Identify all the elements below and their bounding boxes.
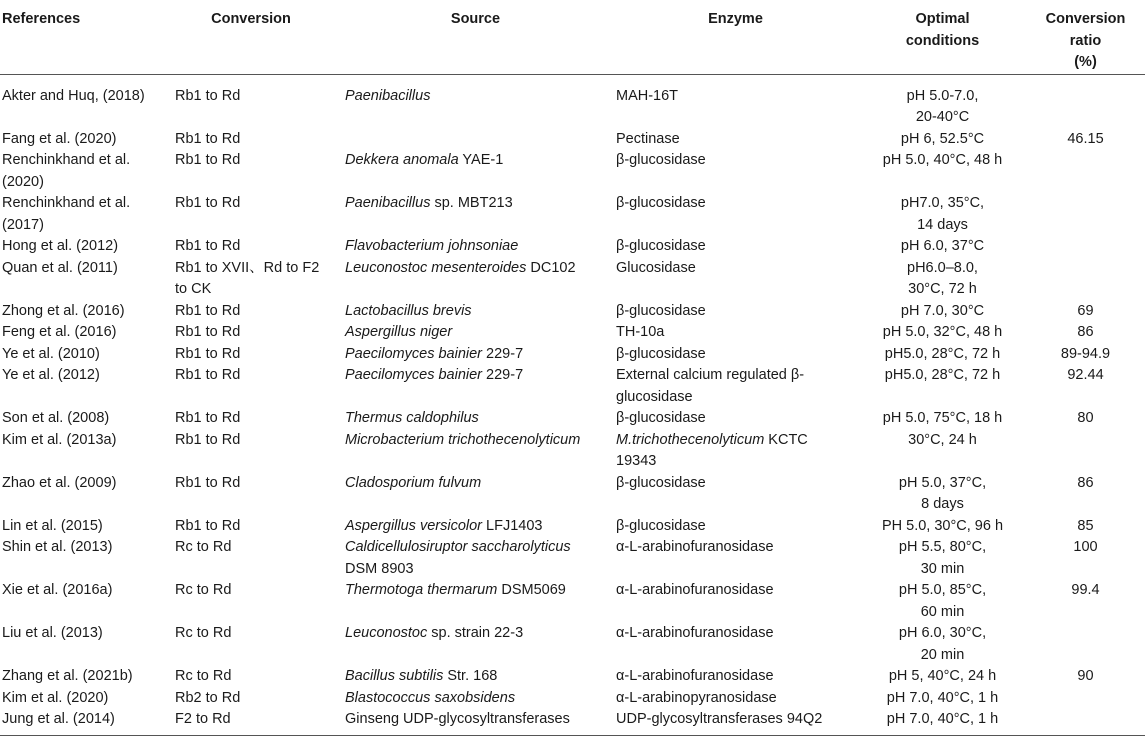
table-row (0, 301, 1145, 323)
cell-optimal-conditions: pH 5.0, 40°C, 48 h (882, 152, 1003, 168)
cell-conversion-ratio (1026, 709, 1145, 735)
cell-source: Paenibacillus sp. MBT213 (345, 195, 513, 211)
cell-conversion-ratio: 46.15 (1067, 130, 1104, 147)
cell-source: Aspergillus versicolor LFJ1403 (345, 517, 543, 534)
cell-optimal-conditions: 30°C, 24 h (908, 431, 977, 448)
cell-source: Aspergillus niger (345, 324, 453, 340)
table-row (0, 258, 1145, 301)
cell-optimal-conditions: pH6.0–8.0, 30°C, 72 h (907, 259, 978, 297)
cell-reference: Renchinkhand et al. (2020) (2, 152, 131, 190)
cell-conversion: Rb2 to Rd (175, 689, 241, 706)
cell-optimal-conditions: pH 6.0, 30°C, 20 min (898, 625, 987, 663)
cell-enzyme: β-glucosidase (616, 302, 706, 319)
cell-source (339, 129, 612, 151)
cell-enzyme: β-glucosidase (616, 238, 706, 254)
cell-enzyme: β-glucosidase (616, 410, 706, 426)
cell-conversion: Rb1 to Rd (175, 130, 241, 147)
table-row (0, 365, 1145, 408)
cell-conversion: Rb1 to Rd (175, 431, 241, 448)
table-row (0, 580, 1145, 623)
cell-optimal-conditions: pH5.0, 28°C, 72 h (884, 345, 1001, 362)
cell-conversion: Rc to Rd (175, 625, 232, 641)
cell-source: Dekkera anomala YAE-1 (345, 152, 504, 168)
cell-conversion: Rb1 to Rd (175, 87, 241, 104)
cell-enzyme: TH-10a (616, 324, 665, 340)
cell-reference: Xie et al. (2016a) (2, 582, 113, 598)
cell-reference: Zhao et al. (2009) (2, 474, 117, 491)
cell-conversion: Rb1 to Rd (175, 195, 241, 211)
cell-source: Lactobacillus brevis (345, 302, 472, 319)
header-references: References (0, 0, 163, 74)
cell-enzyme: External calcium regulated β- glucosidase (616, 367, 805, 405)
cell-conversion-ratio (1026, 150, 1145, 193)
cell-optimal-conditions: pH 6.0, 37°C (900, 238, 985, 254)
cell-conversion: Rb1 to Rd (175, 410, 241, 426)
cell-source: Thermotoga thermarum DSM5069 (345, 582, 566, 598)
cell-conversion: Rb1 to Rd (175, 152, 241, 168)
cell-reference: Kim et al. (2013a) (2, 431, 117, 448)
cell-reference: Akter and Huq, (2018) (2, 87, 145, 104)
cell-conversion: Rb1 to Rd (175, 517, 241, 534)
cell-conversion: Rb1 to XVII、Rd to F2 to CK (175, 259, 320, 297)
cell-conversion-ratio: 86 (1077, 324, 1094, 340)
cell-source: Flavobacterium johnsoniae (345, 238, 519, 254)
cell-enzyme: MAH-16T (616, 87, 679, 104)
cell-optimal-conditions: pH 5.0, 75°C, 18 h (882, 410, 1003, 426)
cell-conversion: Rc to Rd (175, 539, 232, 555)
table-header (0, 0, 1145, 74)
cell-conversion-ratio (1026, 430, 1145, 473)
table-row (0, 193, 1145, 236)
table-row (0, 709, 1145, 735)
cell-reference: Jung et al. (2014) (0, 709, 163, 735)
cell-enzyme: β-glucosidase (616, 195, 706, 211)
table-row (0, 473, 1145, 516)
cell-conversion: Rb1 to Rd (175, 238, 241, 254)
cell-reference: Kim et al. (2020) (2, 689, 109, 706)
cell-source: Paecilomyces bainier 229-7 (345, 367, 524, 383)
cell-conversion: Rb1 to Rd (175, 302, 241, 319)
cell-enzyme: α-L-arabinofuranosidase (616, 582, 774, 598)
cell-enzyme: α-L-arabinofuranosidase (616, 668, 774, 684)
cell-source: Paenibacillus (345, 87, 431, 104)
cell-conversion: Rb1 to Rd (175, 474, 241, 491)
cell-source: Ginseng UDP-glycosyltransferases (339, 709, 612, 735)
cell-reference: Hong et al. (2012) (2, 238, 119, 254)
header-source: Source (339, 0, 612, 74)
cell-reference: Fang et al. (2020) (2, 130, 117, 147)
cell-optimal-conditions: PH 5.0, 30°C, 96 h (881, 517, 1004, 534)
cell-source: Leuconostoc sp. strain 22-3 (345, 625, 524, 641)
cell-source: Microbacterium trichothecenolyticum (345, 431, 581, 448)
table-row (0, 74, 1145, 129)
cell-conversion: Rc to Rd (175, 668, 232, 684)
cell-conversion-ratio (1026, 74, 1145, 129)
cell-enzyme: Glucosidase (616, 259, 696, 276)
cell-reference: Zhang et al. (2021b) (2, 668, 133, 684)
cell-conversion-ratio: 69 (1077, 302, 1094, 319)
cell-enzyme: α-L-arabinopyranosidase (616, 689, 777, 706)
table-row (0, 322, 1145, 344)
cell-conversion-ratio: 89-94.9 (1060, 345, 1111, 362)
cell-conversion-ratio: 90 (1077, 668, 1094, 684)
cell-conversion-ratio (1026, 258, 1145, 301)
cell-conversion: F2 to Rd (163, 709, 339, 735)
cell-reference: Ye et al. (2012) (2, 367, 100, 383)
header-conversion-ratio: Conversion ratio (%) (1026, 0, 1145, 74)
cell-reference: Lin et al. (2015) (2, 517, 103, 534)
cell-enzyme: Pectinase (616, 130, 680, 147)
cell-optimal-conditions: pH5.0, 28°C, 72 h (884, 367, 1001, 383)
table-row (0, 537, 1145, 580)
cell-optimal-conditions: pH 5.5, 80°C, 30 min (898, 539, 987, 577)
cell-enzyme: β-glucosidase (616, 152, 706, 168)
table-body (0, 74, 1145, 735)
cell-conversion-ratio: 86 (1077, 474, 1094, 491)
cell-enzyme: α-L-arabinofuranosidase (616, 625, 774, 641)
header-optimal-conditions: Optimal conditions (859, 0, 1026, 74)
cell-conversion-ratio (1026, 623, 1145, 666)
cell-conversion-ratio: 85 (1077, 517, 1094, 534)
cell-reference: Zhong et al. (2016) (2, 302, 125, 319)
cell-optimal-conditions: pH 5.0, 37°C, 8 days (898, 474, 987, 512)
cell-enzyme: β-glucosidase (616, 517, 706, 534)
cell-enzyme: UDP-glycosyltransferases 94Q2 (612, 709, 859, 735)
cell-optimal-conditions: pH 5, 40°C, 24 h (888, 668, 997, 684)
cell-reference: Quan et al. (2011) (2, 259, 118, 276)
cell-reference: Ye et al. (2010) (2, 345, 100, 362)
cell-source: Caldicellulosiruptor saccharolyticus DSM 8903 (345, 539, 571, 577)
cell-reference: Liu et al. (2013) (2, 625, 103, 641)
cell-enzyme: M.trichothecenolyticum KCTC 19343 (616, 431, 808, 469)
cell-conversion-ratio: 99.4 (1071, 582, 1100, 598)
table-row (0, 408, 1145, 430)
cell-source: Thermus caldophilus (345, 410, 479, 426)
table-row (0, 236, 1145, 258)
table-row (0, 344, 1145, 366)
cell-conversion-ratio: 80 (1077, 410, 1094, 426)
table-row (0, 623, 1145, 666)
cell-optimal-conditions: pH 7.0, 40°C, 1 h (859, 709, 1026, 735)
table-row (0, 150, 1145, 193)
cell-optimal-conditions: pH 5.0, 32°C, 48 h (882, 324, 1003, 340)
cell-enzyme: β-glucosidase (616, 474, 706, 491)
cell-conversion-ratio (1026, 236, 1145, 258)
cell-conversion-ratio: 100 (1073, 539, 1098, 555)
cell-source: Cladosporium fulvum (345, 474, 482, 491)
cell-optimal-conditions: pH 5.0, 85°C, 60 min (898, 582, 987, 620)
cell-reference: Renchinkhand et al. (2017) (2, 195, 131, 233)
cell-reference: Feng et al. (2016) (2, 324, 117, 340)
cell-conversion-ratio (1026, 193, 1145, 236)
cell-optimal-conditions: pH 7.0, 40°C, 1 h (886, 689, 999, 706)
cell-conversion: Rb1 to Rd (175, 324, 241, 340)
cell-source: Leuconostoc mesenteroides DC102 (345, 259, 576, 276)
header-enzyme: Enzyme (612, 0, 859, 74)
cell-reference: Son et al. (2008) (2, 410, 110, 426)
header-conversion: Conversion (163, 0, 339, 74)
table-row (0, 430, 1145, 473)
cell-conversion: Rb1 to Rd (175, 345, 241, 362)
table-row (0, 688, 1145, 710)
cell-conversion-ratio: 92.44 (1067, 367, 1104, 383)
cell-conversion: Rb1 to Rd (175, 367, 241, 383)
cell-enzyme: α-L-arabinofuranosidase (616, 539, 774, 555)
table-row (0, 666, 1145, 688)
cell-source: Blastococcus saxobsidens (345, 689, 516, 706)
cell-enzyme: β-glucosidase (616, 345, 706, 362)
cell-source: Paecilomyces bainier 229-7 (345, 345, 524, 362)
cell-optimal-conditions: pH 6, 52.5°C (900, 130, 985, 147)
cell-conversion-ratio (1026, 688, 1145, 710)
cell-optimal-conditions: pH 7.0, 30°C (900, 302, 985, 319)
table-row (0, 516, 1145, 538)
cell-optimal-conditions: pH7.0, 35°C, 14 days (900, 195, 985, 233)
table-row (0, 129, 1145, 151)
cell-optimal-conditions: pH 5.0-7.0, 20-40°C (906, 87, 979, 125)
cell-reference: Shin et al. (2013) (2, 539, 113, 555)
cell-conversion: Rc to Rd (175, 582, 232, 598)
cell-source: Bacillus subtilis Str. 168 (345, 668, 498, 684)
